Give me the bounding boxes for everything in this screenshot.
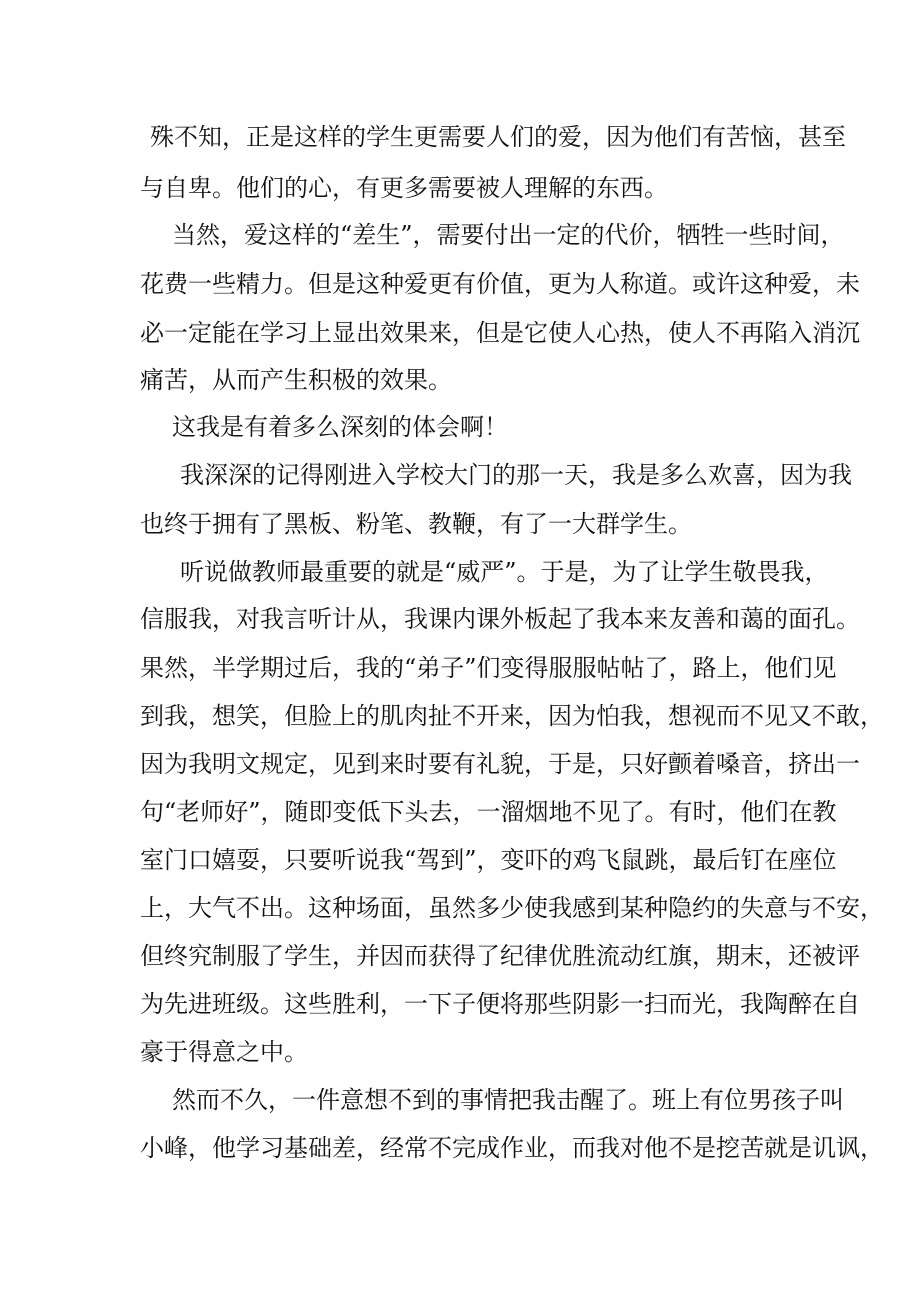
text-line: 这我是有着多么深刻的体会啊！ bbox=[172, 413, 508, 441]
text-line: 殊不知，正是这样的学生更需要人们的爱，因为他们有苦恼，甚至 bbox=[150, 123, 846, 151]
text-line: 上，大气不出。这种场面，虽然多少使我感到某种隐约的失意与不安， bbox=[140, 894, 884, 922]
text-line: 果然，半学期过后，我的“弟子”们变得服服帖帖了，路上，他们见 bbox=[140, 654, 837, 682]
text-line: 然而不久，一件意想不到的事情把我击醒了。班上有位男孩子叫 bbox=[172, 1086, 844, 1114]
text-line: 也终于拥有了黑板、粉笔、教鞭，有了一大群学生。 bbox=[140, 510, 692, 538]
text-line: 听说做教师最重要的就是“威严”。于是，为了让学生敬畏我， bbox=[180, 558, 829, 586]
text-line: 痛苦，从而产生积极的效果。 bbox=[140, 366, 452, 394]
text-line: 信服我，对我言听计从，我课内课外板起了我本来友善和蔼的面孔。 bbox=[140, 605, 860, 633]
text-line: 句“老师好”，随即变低下头去，一溜烟地不见了。有时，他们在教 bbox=[140, 798, 837, 826]
text-line: 小峰，他学习基础差，经常不完成作业，而我对他不是挖苦就是讥讽， bbox=[140, 1134, 884, 1162]
text-line: 与自卑。他们的心，有更多需要被人理解的东西。 bbox=[140, 174, 668, 202]
text-line: 室门口嬉耍，只要听说我“驾到”，变吓的鸡飞鼠跳，最后钉在座位 bbox=[140, 846, 837, 874]
text-line: 为先进班级。这些胜利，一下子便将那些阴影一扫而光，我陶醉在自 bbox=[140, 990, 860, 1018]
text-line: 当然，爱这样的“差生”，需要付出一定的代价，牺牲一些时间， bbox=[172, 221, 845, 249]
text-line: 因为我明文规定，见到来时要有礼貌，于是，只好颤着嗓音，挤出一 bbox=[140, 750, 860, 778]
text-line: 必一定能在学习上显出效果来，但是它使人心热，使人不再陷入消沉 bbox=[140, 319, 860, 347]
text-line: 花费一些精力。但是这种爱更有价值，更为人称道。或许这种爱，未 bbox=[140, 270, 860, 298]
text-line: 豪于得意之中。 bbox=[140, 1038, 308, 1066]
text-line: 但终究制服了学生，并因而获得了纪律优胜流动红旗，期末，还被评 bbox=[140, 942, 860, 970]
text-line: 我深深的记得刚进入学校大门的那一天，我是多么欢喜，因为我 bbox=[180, 461, 852, 489]
text-line: 到我，想笑，但脸上的肌肉扯不开来，因为怕我，想视而不见又不敢， bbox=[140, 702, 884, 730]
